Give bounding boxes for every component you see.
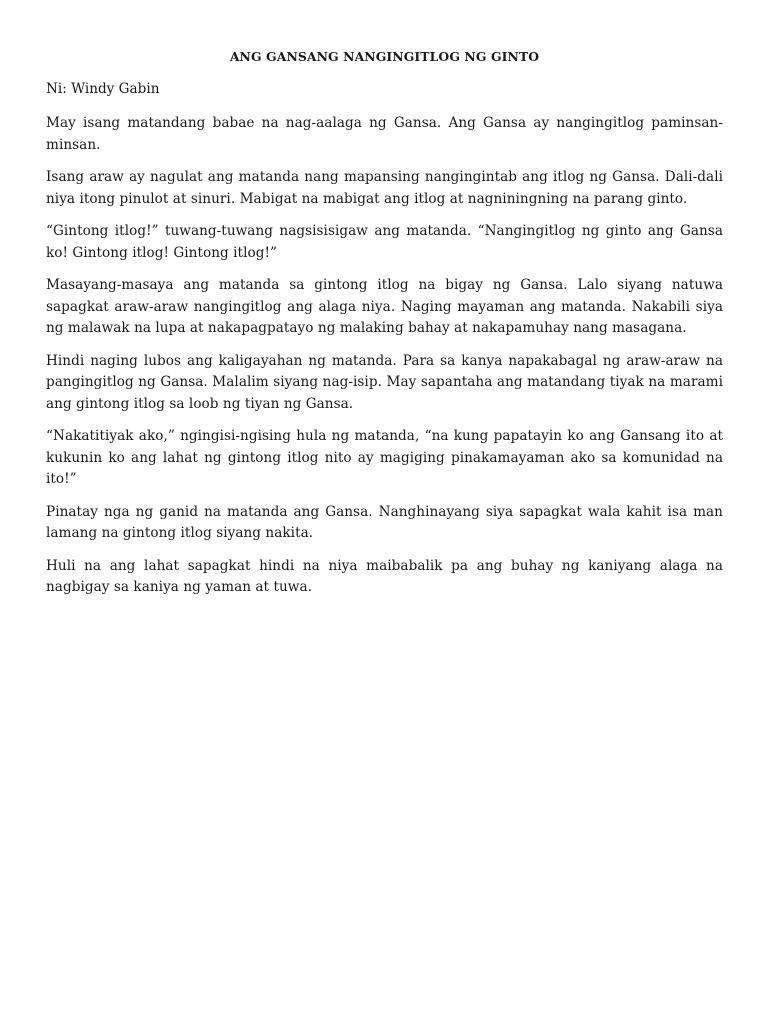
paragraph-4: Masayang-masaya ang matanda sa gintong itlog na bigay ng Gansa. Lalo siyang natuwa sapagkat araw-araw nangingitlog ang alaga niya. Naging mayaman ang matanda. Nakabili siya ng malawak na lupa at nakapagpatayo ng malaking bahay at nakapamuhay nang masagana. <box>46 277 723 336</box>
paragraph-7: Pinatay nga ng ganid na matanda ang Gansa. Nanghinayang siya sapagkat wala kahit isa man lamang na gintong itlog siyang nakita. <box>46 503 723 541</box>
story-title: ANG GANSANG NANGINGITLOG NG GINTO <box>229 49 540 64</box>
paragraph-6: “Nakatitiyak ako,” ngingisi-ngising hula ng matanda, “na kung papatayin ko ang Gansang ito at kukunin ko ang lahat ng gintong itlog nito ay magiging pinakamayaman ako sa komunidad na ito!” <box>46 428 723 487</box>
paragraph-1: May isang matandang babae na nag-aalaga ng Gansa. Ang Gansa ay nangingitlog paminsan-minsan. <box>46 115 723 153</box>
story-author: Ni: Windy Gabin <box>46 81 160 97</box>
paragraph-3: “Gintong itlog!” tuwang-tuwang nagsisisigaw ang matanda. “Nangingitlog ng ginto ang Gansa ko! Gintong itlog! Gintong itlog!” <box>46 223 723 261</box>
story-body <box>46 113 723 610</box>
paragraph-8: Huli na ang lahat sapagkat hindi na niya maibabalik pa ang buhay ng kaniyang alaga na nagbigay sa kaniya ng yaman at tuwa. <box>46 557 723 595</box>
paragraph-2: Isang araw ay nagulat ang matanda nang mapansing nangingintab ang itlog ng Gansa. Dali-dali niya itong pinulot at sinuri. Mabigat na mabigat ang itlog at nagniningning na parang ginto. <box>46 169 723 207</box>
paragraph-5: Hindi naging lubos ang kaligayahan ng matanda. Para sa kanya napakabagal ng araw-araw na pangingitlog ng Gansa. Malalim siyang nag-isip. May sapantaha ang matandang tiyak na marami ang gintong itlog sa loob ng tiyan ng Gansa. <box>46 352 723 412</box>
